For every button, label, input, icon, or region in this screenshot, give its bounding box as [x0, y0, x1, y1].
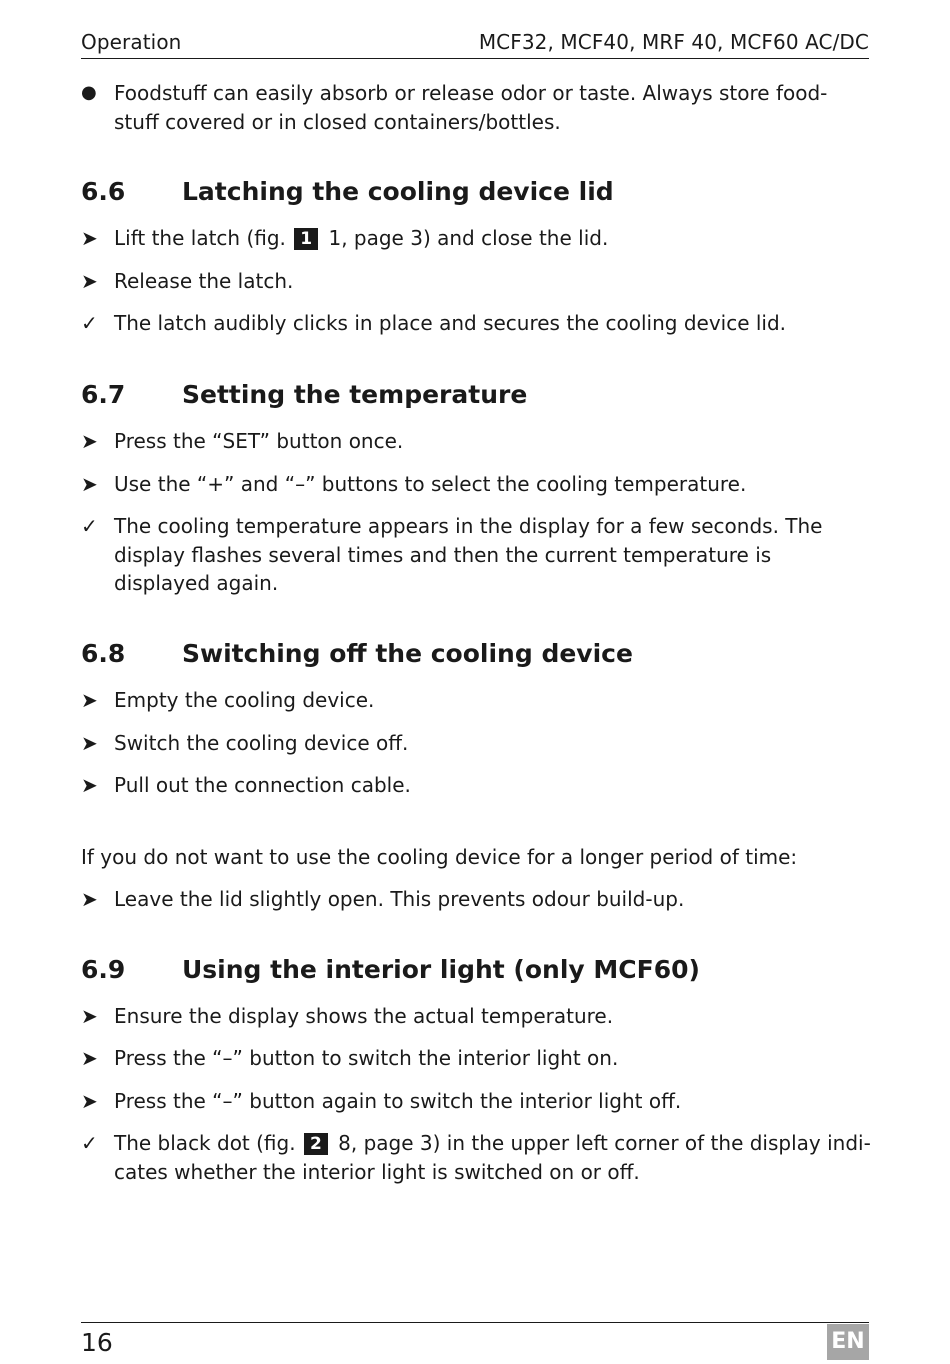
item-text: Switch the cooling device off.: [114, 731, 409, 755]
section-title: Using the interior light (only MCF60): [182, 955, 700, 984]
list-item: [81, 512, 871, 598]
section-number: 6.7: [81, 380, 126, 409]
list-item: [81, 224, 871, 253]
check-mark-icon: ✓: [81, 311, 98, 335]
list-item: [81, 79, 871, 136]
check-mark-icon: ✓: [81, 514, 98, 538]
list-item: [81, 427, 871, 456]
figure-number-badge: 2: [304, 1133, 328, 1155]
item-text: Release the latch.: [114, 269, 294, 293]
item-text: Use the “+” and “–” buttons to select the cooling temperature.: [114, 472, 747, 496]
list-item: [81, 309, 871, 338]
arrowhead-right-icon: ➤: [81, 472, 98, 496]
item-text: Empty the cooling device.: [114, 688, 375, 712]
check-mark-icon: ✓: [81, 1131, 98, 1155]
arrowhead-right-icon: ➤: [81, 269, 98, 293]
language-badge: EN: [827, 1324, 869, 1360]
page-number: 16: [81, 1328, 113, 1357]
arrowhead-right-icon: ➤: [81, 1004, 98, 1028]
note-paragraph: If you do not want to use the cooling device for a longer period of time:: [81, 845, 798, 869]
list-item: [81, 1002, 871, 1031]
header-models: MCF32, MCF40, MRF 40, MCF60 AC/DC: [478, 30, 869, 54]
section-number: 6.6: [81, 177, 126, 206]
item-text: Lift the latch (fig. 1 1, page 3) and close the lid.: [114, 226, 609, 250]
section-title: Latching the cooling device lid: [182, 177, 614, 206]
header-section: Operation: [81, 30, 182, 54]
item-text: Press the “–” button to switch the interior light on.: [114, 1046, 619, 1070]
list-item: [81, 729, 871, 758]
item-text: Ensure the display shows the actual temperature.: [114, 1004, 614, 1028]
arrowhead-right-icon: ➤: [81, 773, 98, 797]
item-text: Press the “SET” button once.: [114, 429, 404, 453]
section-title: Setting the temperature: [182, 380, 528, 409]
item-text: Press the “–” button again to switch the interior light off.: [114, 1089, 682, 1113]
figure-number-badge: 1: [294, 228, 318, 250]
section-title: Switching off the cooling device: [182, 639, 633, 668]
item-text: Leave the lid slightly open. This prevents odour build-up.: [114, 887, 685, 911]
list-item: [81, 1044, 871, 1073]
item-text: The black dot (fig. 2 8, page 3) in the upper left corner of the display indi-cates whether the interior light is switched on or off.: [114, 1131, 871, 1184]
list-item: [81, 1129, 871, 1186]
item-text: The cooling temperature appears in the display for a few seconds. The display flashes several times and then the current temperature is displayed again.: [114, 514, 823, 595]
list-item: [81, 885, 871, 914]
arrowhead-right-icon: ➤: [81, 1046, 98, 1070]
footer-divider: [81, 1322, 869, 1323]
list-item: [81, 1087, 871, 1116]
section-number: 6.9: [81, 955, 126, 984]
arrowhead-right-icon: ➤: [81, 887, 98, 911]
arrowhead-right-icon: ➤: [81, 226, 98, 250]
item-text: Foodstuff can easily absorb or release odor or taste. Always store food-stuff covered or in closed containers/bottles.: [114, 81, 828, 134]
item-text: Pull out the connection cable.: [114, 773, 411, 797]
page-header: [81, 28, 869, 59]
list-item: [81, 267, 871, 296]
list-item: [81, 470, 871, 499]
section-number: 6.8: [81, 639, 126, 668]
list-item: [81, 771, 871, 800]
arrowhead-right-icon: ➤: [81, 731, 98, 755]
arrowhead-right-icon: ➤: [81, 429, 98, 453]
arrowhead-right-icon: ➤: [81, 1089, 98, 1113]
list-item: [81, 686, 871, 715]
item-text: The latch audibly clicks in place and secures the cooling device lid.: [114, 311, 787, 335]
arrowhead-right-icon: ➤: [81, 688, 98, 712]
bullet-icon: ●: [81, 82, 97, 103]
